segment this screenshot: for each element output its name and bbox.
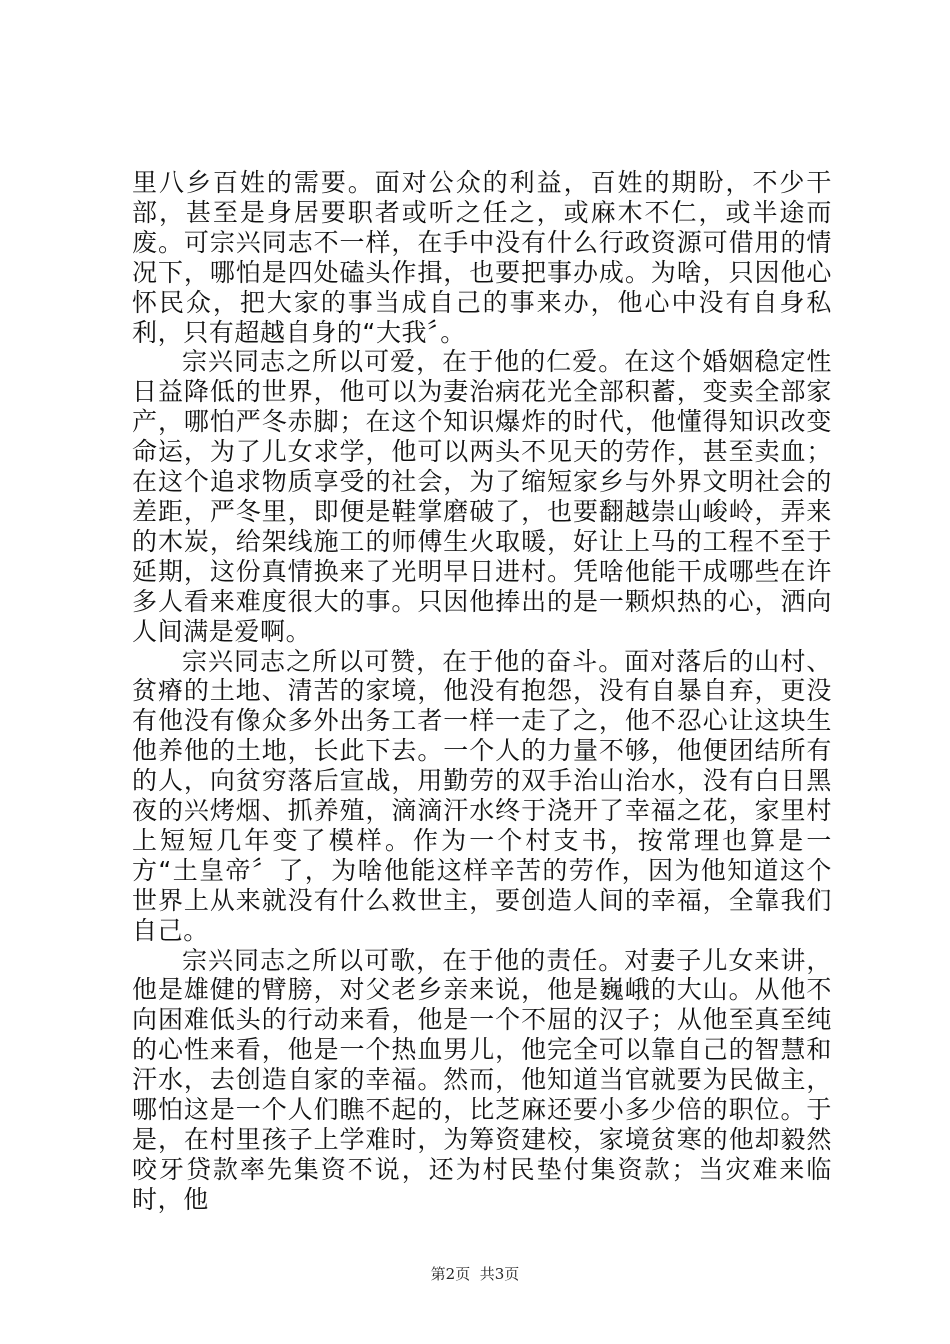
paragraph-4: 宗兴同志之所以可歌，在于他的责任。对妻子儿女来讲，他是雄健的臂膀，对父老乡亲来说，他是巍峨的大山。从他不向困难低头的行动来看，他是一个不屈的汉子；从他至真至纯的心性来看，他是一个热血男儿，他完全可以靠自己的智慧和汗水，去创造自家的幸福。然而，他知道当官就要为民做主，哪怕这是一个人们瞧不起的，比芝麻还要小多少倍的职位。于是，在村里孩子上学难时，为筹资建校，家境贫寒的他却毅然咬牙贷款率先集资不说，还为村民垫付集资款；当灾难来临时，他 [132,945,832,1214]
document-body [132,168,832,1215]
paragraph-2: 宗兴同志之所以可爱，在于他的仁爱。在这个婚姻稳定性日益降低的世界，他可以为妻治病花光全部积蓄，变卖全部家产，哪怕严冬赤脚；在这个知识爆炸的时代，他懂得知识改变命运，为了儿女求学，他可以两头不见天的劳作，甚至卖血；在这个追求物质享受的社会，为了缩短家乡与外界文明社会的差距，严冬里，即便是鞋掌磨破了，也要翻越崇山峻岭，弄来的木炭，给架线施工的师傅生火取暖，好让上马的工程不至于延期，这份真情换来了光明早日进村。凭啥他能干成哪些在许多人看来难度很大的事。只因他捧出的是一颗炽热的心，洒向人间满是爱啊。 [132,347,832,646]
paragraph-1: 里八乡百姓的需要。面对公众的利益，百姓的期盼，不少干部，甚至是身居要职者或听之任之，或麻木不仁，或半途而废。可宗兴同志不一样，在手中没有什么行政资源可借用的情况下，哪怕是四处磕头作揖，也要把事办成。为啥，只因他心怀民众，把大家的事当成自己的事来办，他心中没有自身私利，只有超越自身的“大我〞。 [132,168,832,347]
footer-spacer [470,1265,480,1283]
page-number: 第2页 [430,1265,471,1283]
total-pages: 共3页 [479,1265,520,1283]
page-footer [0,1263,950,1284]
paragraph-3: 宗兴同志之所以可赞，在于他的奋斗。面对落后的山村、贫瘠的土地、清苦的家境，他没有抱怨，没有自暴自弃，更没有他没有像众多外出务工者一样一走了之，他不忍心让这块生他养他的土地，长此下去。一个人的力量不够，他便团结所有的人，向贫穷落后宣战，用勤劳的双手治山治水，没有白日黑夜的兴烤烟、抓养殖，滴滴汗水终于浇开了幸福之花，家里村上短短几年变了模样。作为一个村支书，按常理也算是一方“土皇帝〞了，为啥他能这样辛苦的劳作，因为他知道这个世界上从来就没有什么救世主，要创造人间的幸福，全靠我们自己。 [132,646,832,945]
